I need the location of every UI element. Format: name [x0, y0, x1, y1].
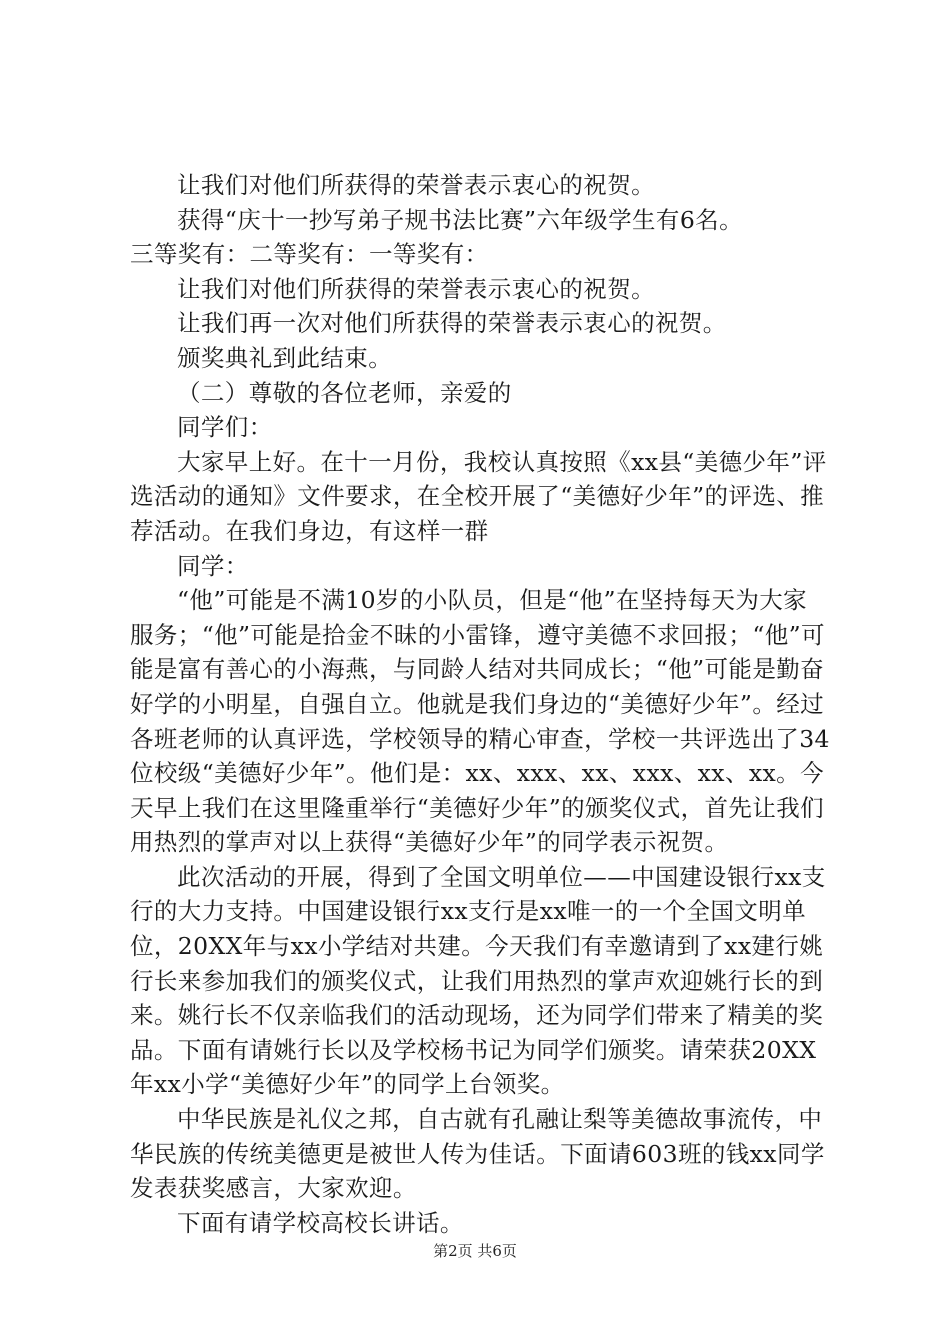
- document-body: [130, 168, 830, 1240]
- paragraph: 颁奖典礼到此结束。: [177, 343, 393, 372]
- paragraph: 三等奖有：二等奖有：一等奖有：: [130, 240, 489, 269]
- paragraph: 此次活动的开展，得到了全国文明单位——中国建设银行xx支行的大力支持。中国建设银行xx支行是xx唯一的一个全国文明单位，20XX年与xx小学结对共建。今天我们有幸邀请到了xx建行姚行长来参加我们的颁奖仪式，让我们用热烈的掌声欢迎姚行长的到来。姚行长不仅亲临我们的活动现场，还为同学们带来了精美的奖品。下面有请姚行长以及学校杨书记为同学们颁奖。请荣获20XX年xx小学“美德好少年”的同学上台领奖。: [130, 862, 826, 1099]
- paragraph: “他”可能是不满10岁的小队员，但是“他”在坚持每天为大家服务；“他”可能是拾金不昧的小雷锋，遵守美德不求回报；“他”可能是富有善心的小海燕，与同龄人结对共同成长；“他”可能是勤奋好学的小明星，自强自立。他就是我们身边的“美德好少年”。经过各班老师的认真评选，学校领导的精心审查，学校一共评选出了34位校级“美德好少年”。他们是：xx、xxx、xx、xxx、xx、xx。今天早上我们在这里隆重举行“美德好少年”的颁奖仪式，首先让我们用热烈的掌声对以上获得“美德好少年”的同学表示祝贺。: [130, 586, 830, 857]
- paragraph: 大家早上好。在十一月份，我校认真按照《xx县“美德少年”评选活动的通知》文件要求，在全校开展了“美德好少年”的评选、推荐活动。在我们身边，有这样一群: [130, 447, 827, 545]
- paragraph: 同学们：: [177, 413, 273, 442]
- paragraph: 同学：: [177, 551, 249, 580]
- paragraph: 中华民族是礼仪之邦，自古就有孔融让梨等美德故事流传，中华民族的传统美德更是被世人传为佳话。下面请603班的钱xx同学发表获奖感言，大家欢迎。: [130, 1105, 825, 1203]
- paragraph: 让我们再一次对他们所获得的荣誉表示衷心的祝贺。: [177, 309, 727, 338]
- section-heading: （二）尊敬的各位老师，亲爱的: [177, 378, 512, 407]
- paragraph: 获得“庆十一抄写弟子规书法比赛”六年级学生有6名。: [177, 205, 743, 234]
- paragraph: 下面有请学校高校长讲话。: [177, 1208, 464, 1237]
- page-number-footer: 第2页 共6页: [433, 1242, 517, 1260]
- paragraph: 让我们对他们所获得的荣誉表示衷心的祝贺。: [177, 171, 655, 199]
- paragraph: 让我们对他们所获得的荣誉表示衷心的祝贺。: [177, 274, 655, 303]
